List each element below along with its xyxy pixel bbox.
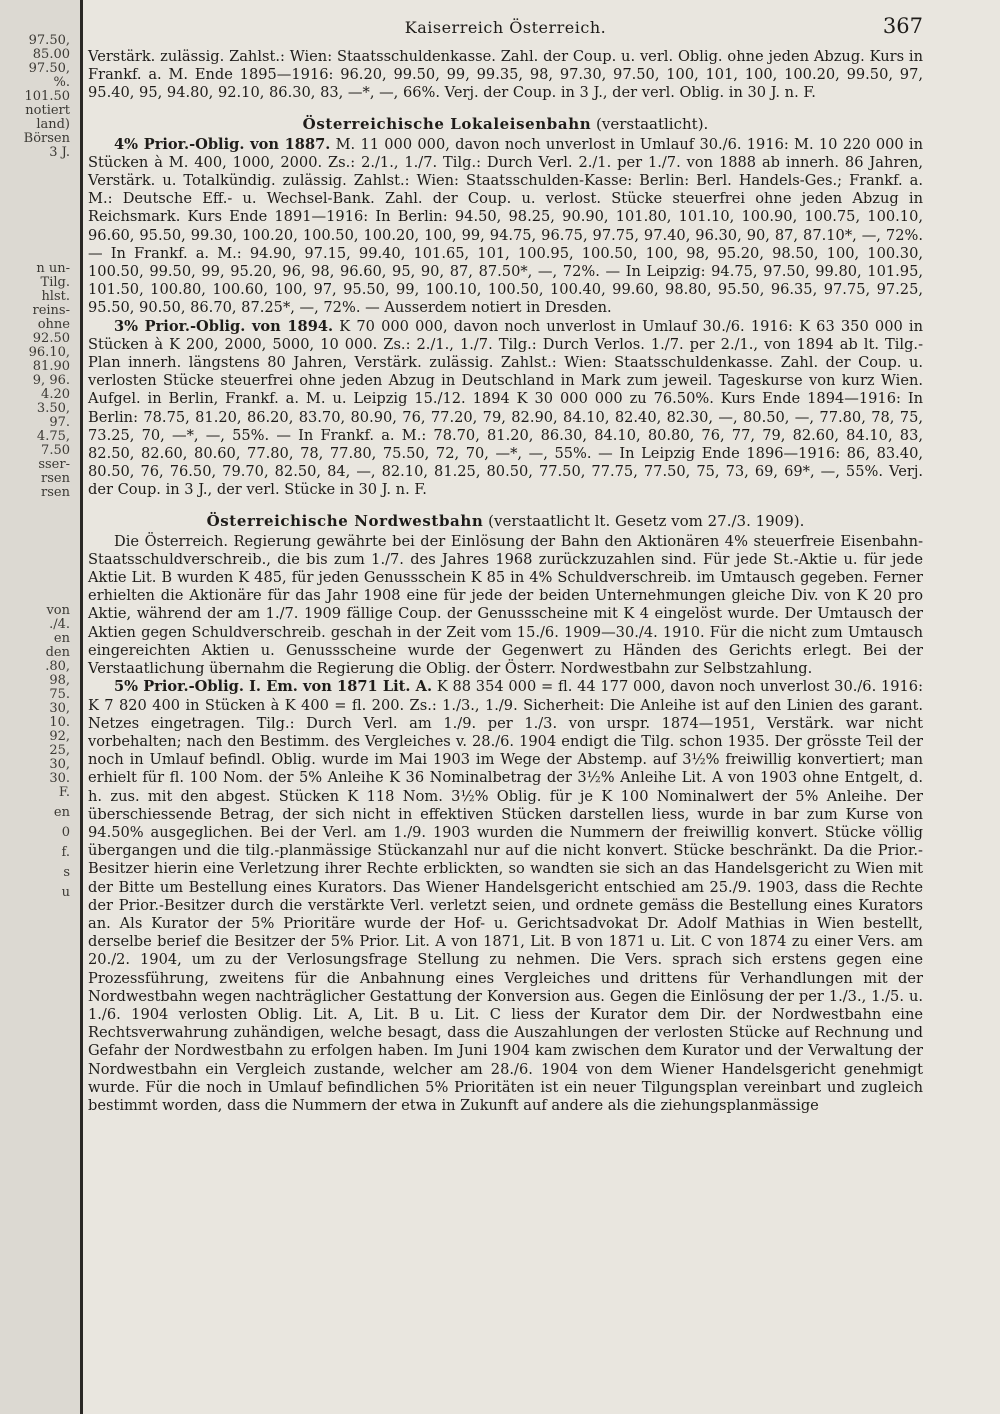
margin-fragment: 96.10, bbox=[28, 345, 70, 360]
margin-fragment: 97.50, bbox=[28, 61, 70, 76]
margin-fragment: hlst. bbox=[41, 289, 70, 304]
margin-fragment: %. bbox=[53, 75, 70, 90]
margin-fragment: u bbox=[61, 885, 70, 900]
margin-fragment: 3.50, bbox=[36, 401, 70, 416]
body-paragraph: Die Österreich. Regierung gewährte bei der Einlösung der Bahn den Aktionären 4% steuerfreie Eisenbahn-Staatsschuldverschreib., die bis zum 1./7. des Jahres 1968 zurückzuzahlen sind. Für jede St.-Aktie u. für jede Aktie Lit. B wurden K 485, für jeden Genussschein K 85 in 4% Schuldverschreib. im Umtausch gegeben. Ferner erhielten die Aktionäre für das Jahr 1908 eine für jede der beiden Unternehmungen gleiche Div. von K 20 pro Aktie, während der am 1./7. 1909 fällige Coup. der Genussscheine mit K 4 eingelöst wurde. Der Umtausch der Aktien gegen Schuldverschreib. geschah in der Zeit vom 15./6. 1909—30./4. 1910. Für die nicht zum Umtausch eingereichten Aktien u. Genussscheine wurde der Gegenwert zu Händen des Gerichts erlegt. Bei der Verstaatlichung übernahm die Regierung die Oblig. der Österr. Nordwestbahn zur Selbstzahlung. bbox=[88, 532, 923, 678]
margin-fragment: 4.75, bbox=[36, 429, 70, 444]
bond-paragraph bbox=[88, 136, 923, 318]
bond-lead: 5% Prior.-Oblig. I. Em. von 1871 Lit. A. bbox=[114, 678, 433, 696]
margin-fragment: 3 J. bbox=[49, 145, 70, 160]
margin-fragment: 81.90 bbox=[32, 359, 70, 374]
bond-paragraph bbox=[88, 318, 923, 500]
margin-fragment: 98, bbox=[49, 673, 70, 688]
margin-fragment: 75. bbox=[49, 687, 70, 702]
running-title: Kaiserreich Österreich. bbox=[404, 18, 607, 37]
margin-fragment: land) bbox=[36, 117, 70, 132]
bond-text: M. 11 000 000, davon noch unverlost in Umlauf 30./6. 1916: M. 10 220 000 in Stücken à M. 400, 1000, 2000. Zs.: 2./1., 1./7. Tilg.: Durch Verl. 2./1. per 1./7. von 1888 ab innerh. 86 Jahren, Verstärk. u. Totalkündig. zulässig. Zahlst.: Wien: Staatsschulden-Kasse: Berlin: Berl. Handels-Ges.; Frankf. a. M.: Deutsche Eff.- u. Wechsel-Bank. Zahl. der Coup. u. verlost. Stücke steuerfrei ohne jeden Abzug in Reichsmark. Kurs Ende 1891—1916: In Berlin: 94.50, 98.25, 90.90, 101.80, 101.10, 100.90, 100.75, 100.10, 96.60, 95.50, 99.30, 100.20, 100.50, 100.20, 100, 99, 94.75, 96.75, 97.75, 97.40, 96.30, 90, 87, 87.10*, —, 72%. — In Frankf. a. M.: 94.90, 97.15, 99.40, 101.65, 101, 100.95, 100.50, 100, 98, 95.20, 98.50, 100, 100.30, 100.50, 99.50, 99, 95.20, 96, 98, 96.60, 95, 90, 87, 87.50*, —, 72%. — In Leipzig: 94.75, 97.50, 99.80, 101.95, 101.50, 100.80, 100.60, 100, 97, 95.50, 99, 100.10, 100.50, 100.40, 99.60, 98.80, 95.50, 96.35, 97.75, 97.25, 95.50, 90.50, 86.70, 87.25*, —, 72%. — Ausserdem notiert in Dresden. bbox=[88, 135, 923, 317]
page-number: 367 bbox=[882, 14, 923, 38]
margin-fragment: 85.00 bbox=[32, 47, 70, 62]
margin-fragment: .80, bbox=[45, 659, 70, 674]
margin-fragment: reins- bbox=[32, 303, 70, 318]
margin-fragment: s bbox=[63, 865, 70, 880]
margin-fragment: 30, bbox=[49, 757, 70, 772]
page-header bbox=[88, 14, 923, 48]
bond-paragraph bbox=[88, 678, 923, 1115]
margin-fragment: rsen bbox=[41, 485, 70, 500]
margin-fragment: den bbox=[45, 645, 70, 660]
bond-text: K 88 354 000 = fl. 44 177 000, davon noch unverlost 30./6. 1916: K 7 820 400 in Stücken à K 400 = fl. 200. Zs.: 1./3., 1./9. Sicherheit: Die Anleihe ist auf den Linien des garant. Netzes eingetragen. Tilg.: Durch Verl. am 1./9. per 1./3. von urspr. 1874—1951, Verstärk. war nicht vorbehalten; nach den Bestimm. des Vergleiches v. 28./6. 1904 endigt die Tilg. schon 1935. Der grösste Teil der noch in Umlauf befindl. Oblig. wurde im Mai 1903 im Wege der Abstemp. auf 3½% freiwillig konvertiert; man erhielt für fl. 100 Nom. der 5% Anleihe K 36 Nominalbetrag der 3½% Anleihe Lit. A von 1903 ohne Entgelt, d. h. zus. mit den abgest. Stücken K 118 Nom. 3½% Oblig. für je K 100 Nominalwert der 5% Anleihe. Der überschiessende Betrag, der sich nicht in effektiven Stücken darstellen liess, wurde in bar zum Kurse von 94.50% ausgeglichen. Bei der Verl. am 1./9. 1903 wurden die Nummern der freiwillig konvert. Stücke völlig übergangen und die tilg.-planmässige Stückanzahl nur auf die nicht konvert. Stücke beschränkt. Da die Prior.-Besitzer hierin eine Verletzung ihrer Rechte erblickten, so wandten sie sich an das Handelsgericht zu Wien mit der Bitte um Bestellung eines Kurators. Das Wiener Handelsgericht entschied am 25./9. 1903, dass die Rechte der Prior.-Besitzer durch die verstärkte Verl. verletzt seien, und ordnete gemäss die Bestellung eines Kurators an. Als Kurator der 5% Prioritäre wurde der Hof- u. Gerichtsadvokat Dr. Adolf Mathias in Wien bestellt, derselbe berief die Besitzer der 5% Prior. Lit. A von 1871, Lit. B von 1871 u. Lit. C von 1874 zu einer Vers. am 20./2. 1904, um zu der Verlosungsfrage Stellung zu nehmen. Die Vers. sprach sich erstens gegen eine Prozessführung, zweitens für die Anbahnung eines Vergleiches und drittens für Verhandlungen mit der Nordwestbahn wegen nachträglicher Gestattung der Konversion aus. Gegen die Einlösung der per 1./3., 1./5. u. 1./6. 1904 verlosten Oblig. Lit. A, Lit. B u. Lit. C liess der Kurator dem Dir. der Nordwestbahn eine Rechtsverwahrung zuhändigen, welche besagt, dass die Auszahlungen der verlosten Stücke auf Rechnung und Gefahr der Nordwestbahn zu erfolgen haben. Im Juni 1904 kam zwischen dem Kurator und der Verwaltung der Nordwestbahn ein Vergleich zustande, welcher am 28./6. 1904 von dem Wiener Handelsgericht genehmigt wurde. Für die noch in Umlauf befindlichen 5% Prioritäten ist ein neuer Tilgungsplan vereinbart und zugleich bestimmt worden, dass die Nummern der etwa in Zukunft auf andere als die ziehungsplanmässige bbox=[88, 678, 924, 1114]
bond-lead: 4% Prior.-Oblig. von 1887. bbox=[114, 135, 331, 153]
margin-fragment: en bbox=[53, 805, 70, 820]
intro-paragraph: Verstärk. zulässig. Zahlst.: Wien: Staatsschuldenkasse. Zahl. der Coup. u. verl. Oblig. ohne jeden Abzug. Kurs in Frankf. a. M. Ende 1895—1916: 96.20, 99.50, 99, 99.35, 98, 97.30, 97.50, 100, 101, 100, 100.20, 99.50, 97, 95.40, 95, 94.80, 92.10, 86.30, 83, —*, —, 66%. Verj. der Coup. in 3 J., der verl. Oblig. in 30 J. n. F. bbox=[88, 48, 923, 102]
margin-fragment: F. bbox=[58, 785, 70, 800]
margin-fragment: ohne bbox=[37, 317, 70, 332]
margin-fragment: Börsen bbox=[23, 131, 70, 146]
section-note: (verstaatlicht). bbox=[596, 114, 709, 133]
section-title: Österreichische Nordwestbahn bbox=[206, 511, 484, 530]
margin-fragment: 25, bbox=[49, 743, 70, 758]
margin-fragment: sser- bbox=[38, 457, 70, 472]
margin-fragment: 4.20 bbox=[41, 387, 70, 402]
section-heading-lokaleisenbahn bbox=[88, 115, 923, 134]
margin-fragment: 97.50, bbox=[28, 33, 70, 48]
section-heading-nordwestbahn bbox=[88, 512, 923, 531]
margin-fragment: 7.50 bbox=[41, 443, 70, 458]
margin-fragment: 92.50 bbox=[32, 331, 70, 346]
margin-fragment: en bbox=[53, 631, 70, 646]
margin-fragment: ./4. bbox=[49, 617, 70, 632]
margin-fragment: rsen bbox=[41, 471, 70, 486]
page-body bbox=[88, 14, 923, 1115]
margin-fragment: 9, 96. bbox=[32, 373, 70, 388]
margin-fragment: 92, bbox=[49, 729, 70, 744]
bond-lead: 3% Prior.-Oblig. von 1894. bbox=[114, 317, 334, 335]
bond-text: K 70 000 000, davon noch unverlost in Umlauf 30./6. 1916: K 63 350 000 in Stücken à K 200, 2000, 5000, 10 000. Zs.: 2./1., 1./7. Tilg.: Durch Verlos. 1./7. per 2./1., von 1894 ab lt. Tilg.-Plan innerh. längstens 80 Jahren, Verstärk. zulässig. Zahlst.: Wien: Staatsschuldenkasse. Zahl. der Coup. u. verlosten Stücke steuerfrei ohne jeden Abzug in Deutschland in Mark zum jeweil. Tageskurse von kurz Wien. Aufgel. in Berlin, Frankf. a. M. u. Leipzig 15./12. 1894 K 30 000 000 zu 76.50%. Kurs Ende 1894—1916: In Berlin: 78.75, 81.20, 86.20, 83.70, 80.90, 76, 77.20, 79, 82.90, 84.10, 82.40, 82.30, —, 80.50, —, 77.80, 78, 75, 73.25, 70, —*, —, 55%. — In Frankf. a. M.: 78.70, 81.20, 86.30, 84.10, 80.80, 76, 77, 79, 82.60, 84.10, 83, 82.50, 82.60, 80.60, 77.80, 78, 77.80, 75.50, 72, 70, —*, —, 55%. — In Leipzig Ende 1896—1916: 86, 83.40, 80.50, 76, 76.50, 79.70, 82.50, 84, —, 82.10, 81.25, 80.50, 77.50, 77.75, 77.50, 75, 73, 69, 69*, —, 55%. Verj. der Coup. in 3 J., der verl. Stücke in 30 J. n. F. bbox=[88, 317, 923, 499]
margin-fragment: von bbox=[46, 603, 70, 618]
margin-fragment: 30, bbox=[49, 701, 70, 716]
margin-fragment: 101.50 bbox=[24, 89, 70, 104]
adjacent-page-margin bbox=[0, 0, 83, 1414]
section-note: (verstaatlicht lt. Gesetz vom 27./3. 1909). bbox=[488, 511, 805, 530]
margin-fragment: 10. bbox=[49, 715, 70, 730]
margin-fragment: Tilg. bbox=[40, 275, 70, 290]
margin-fragment: 30. bbox=[49, 771, 70, 786]
margin-fragment: 97. bbox=[49, 415, 70, 430]
margin-fragment: n un- bbox=[36, 261, 70, 276]
section-title: Österreichische Lokaleisenbahn bbox=[302, 114, 592, 133]
margin-fragment: 0 bbox=[61, 825, 70, 840]
margin-fragment: f. bbox=[61, 845, 70, 860]
margin-fragment: notiert bbox=[25, 103, 70, 118]
